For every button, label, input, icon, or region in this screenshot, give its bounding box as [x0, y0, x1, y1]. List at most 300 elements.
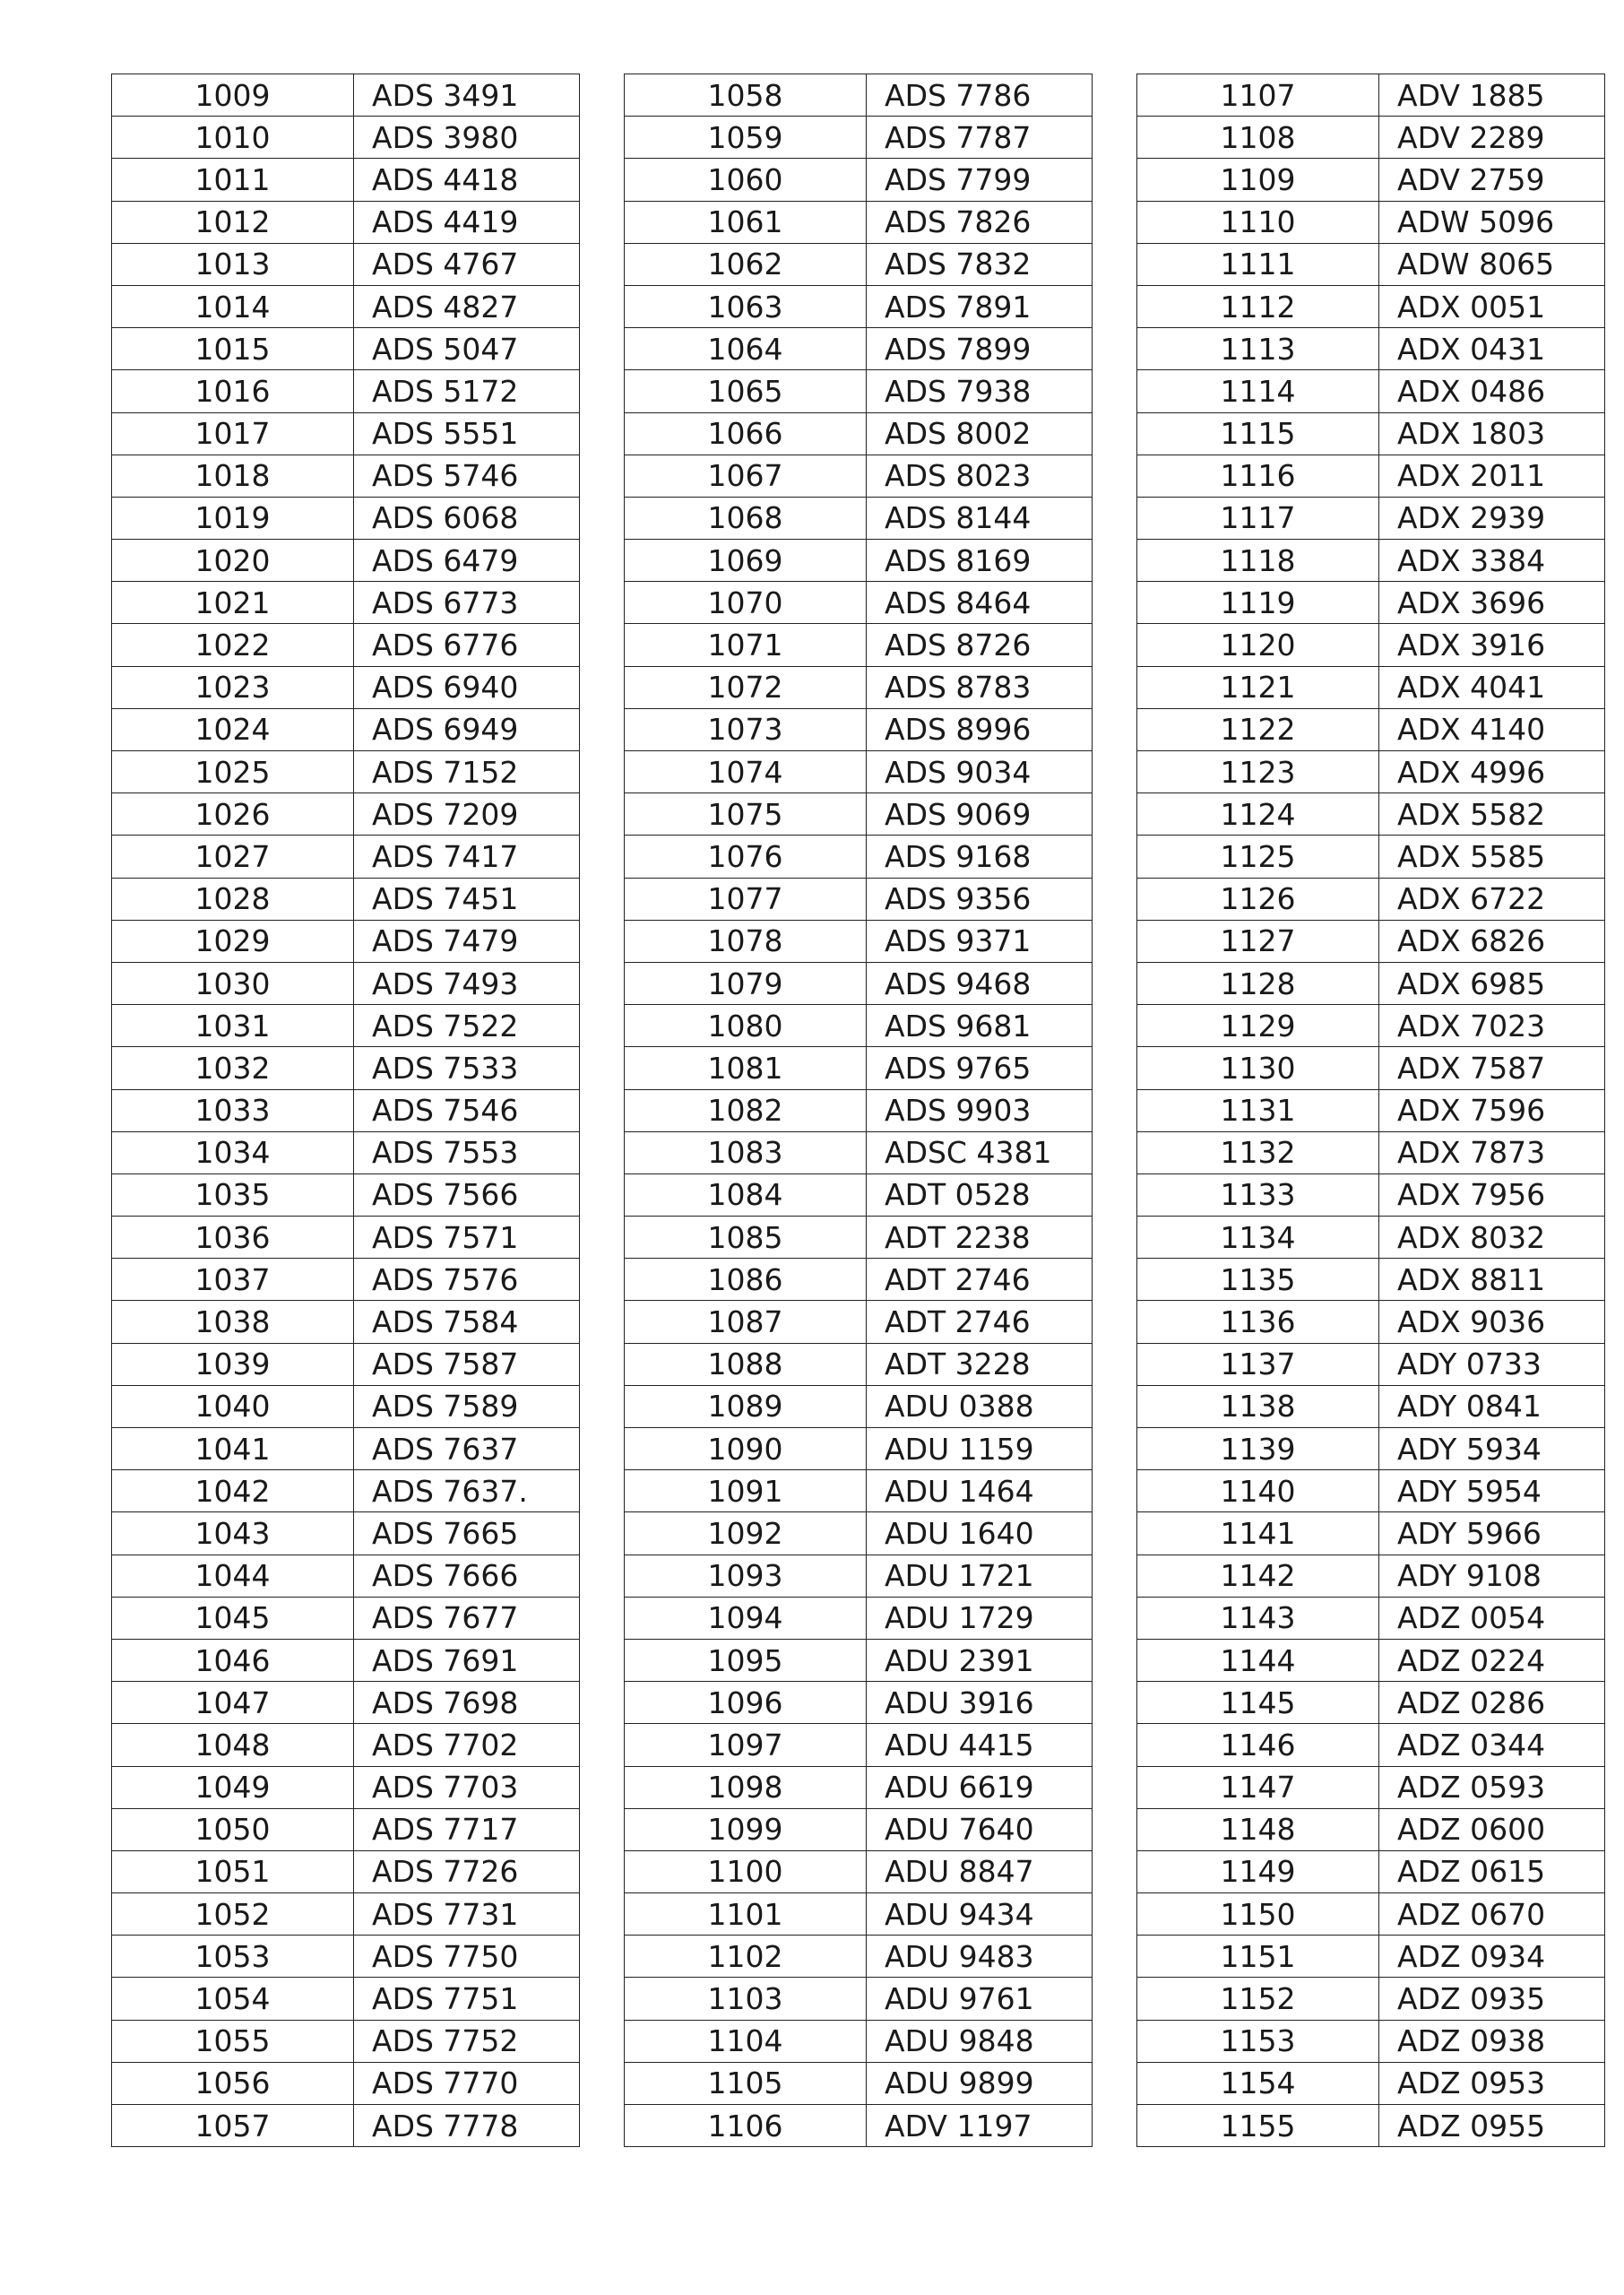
table-row	[112, 624, 580, 666]
table-row	[1137, 1343, 1605, 1385]
table-row	[112, 751, 580, 793]
table-row	[112, 878, 580, 920]
row-number-cell: 1068	[625, 497, 867, 539]
table-row	[112, 1724, 580, 1766]
table-row	[625, 836, 1093, 878]
table-row	[112, 1470, 580, 1512]
row-number-cell: 1099	[625, 1808, 867, 1850]
table-row	[625, 1893, 1093, 1936]
plate-number-cell: ADU 8847	[867, 1850, 1093, 1892]
plate-number-cell: ADX 7956	[1379, 1173, 1605, 1216]
row-number-cell: 1069	[625, 540, 867, 582]
row-number-cell: 1063	[625, 285, 867, 327]
table-row	[112, 328, 580, 370]
plate-number-cell: ADS 7899	[867, 328, 1093, 370]
row-number-cell: 1031	[112, 1005, 354, 1047]
row-number-cell: 1090	[625, 1428, 867, 1470]
plate-number-cell: ADS 7731	[354, 1893, 580, 1936]
plate-number-cell: ADS 5172	[354, 370, 580, 412]
plate-number-cell: ADY 5954	[1379, 1470, 1605, 1512]
plate-number-cell: ADS 8144	[867, 497, 1093, 539]
table-row	[1137, 1597, 1605, 1639]
row-number-cell: 1135	[1137, 1259, 1379, 1301]
table-row	[1137, 201, 1605, 243]
plate-number-cell: ADX 7596	[1379, 1089, 1605, 1131]
row-number-cell: 1025	[112, 751, 354, 793]
table-row	[1137, 2105, 1605, 2147]
table-row	[625, 1555, 1093, 1597]
plate-number-cell: ADX 8811	[1379, 1259, 1605, 1301]
row-number-cell: 1054	[112, 1978, 354, 2020]
row-number-cell: 1062	[625, 243, 867, 285]
table-row	[1137, 74, 1605, 117]
row-number-cell: 1070	[625, 582, 867, 624]
table-row	[625, 540, 1093, 582]
row-number-cell: 1151	[1137, 1936, 1379, 1978]
plate-number-cell: ADY 5934	[1379, 1428, 1605, 1470]
row-number-cell: 1034	[112, 1131, 354, 1173]
table-row	[1137, 1724, 1605, 1766]
table-row	[625, 920, 1093, 962]
plate-number-cell: ADV 1885	[1379, 74, 1605, 117]
plate-number-cell: ADSC 4381	[867, 1131, 1093, 1173]
plate-number-cell: ADS 7566	[354, 1173, 580, 1216]
plate-number-cell: ADS 7665	[354, 1512, 580, 1555]
table-row	[112, 2105, 580, 2147]
table-row	[112, 117, 580, 159]
plate-number-cell: ADS 6068	[354, 497, 580, 539]
row-number-cell: 1123	[1137, 751, 1379, 793]
plate-number-cell: ADS 7584	[354, 1301, 580, 1343]
row-number-cell: 1126	[1137, 878, 1379, 920]
plate-number-cell: ADX 7023	[1379, 1005, 1605, 1047]
plate-number-cell: ADU 1159	[867, 1428, 1093, 1470]
row-number-cell: 1098	[625, 1766, 867, 1808]
row-number-cell: 1086	[625, 1259, 867, 1301]
table-row	[625, 962, 1093, 1004]
table-row	[625, 751, 1093, 793]
table-row	[1137, 1259, 1605, 1301]
plate-number-cell: ADS 9468	[867, 962, 1093, 1004]
plate-number-cell: ADS 7546	[354, 1089, 580, 1131]
table-row	[112, 1173, 580, 1216]
plate-number-cell: ADS 3491	[354, 74, 580, 117]
table-row	[112, 1808, 580, 1850]
table-row	[625, 878, 1093, 920]
table-row	[625, 328, 1093, 370]
table-row	[1137, 1555, 1605, 1597]
plate-number-cell: ADS 7576	[354, 1259, 580, 1301]
row-number-cell: 1013	[112, 243, 354, 285]
row-number-cell: 1058	[625, 74, 867, 117]
row-number-cell: 1148	[1137, 1808, 1379, 1850]
row-number-cell: 1145	[1137, 1682, 1379, 1724]
plate-number-cell: ADX 0051	[1379, 285, 1605, 327]
table-row	[1137, 159, 1605, 201]
table-row	[112, 1639, 580, 1681]
plate-number-cell: ADS 6773	[354, 582, 580, 624]
plate-number-cell: ADZ 0224	[1379, 1639, 1605, 1681]
table-row	[1137, 1173, 1605, 1216]
row-number-cell: 1152	[1137, 1978, 1379, 2020]
plate-number-cell: ADZ 0593	[1379, 1766, 1605, 1808]
row-number-cell: 1111	[1137, 243, 1379, 285]
plate-number-cell: ADZ 0344	[1379, 1724, 1605, 1766]
plate-number-cell: ADX 3696	[1379, 582, 1605, 624]
table-row	[1137, 1047, 1605, 1089]
table-row	[625, 2105, 1093, 2147]
table-row	[1137, 2020, 1605, 2062]
plate-number-cell: ADX 7587	[1379, 1047, 1605, 1089]
table-row	[625, 1597, 1093, 1639]
row-number-cell: 1044	[112, 1555, 354, 1597]
plate-table-3	[1136, 74, 1605, 2147]
plate-number-cell: ADS 7493	[354, 962, 580, 1004]
plate-table-body	[1137, 74, 1605, 2147]
row-number-cell: 1093	[625, 1555, 867, 1597]
row-number-cell: 1009	[112, 74, 354, 117]
plate-number-cell: ADS 7786	[867, 74, 1093, 117]
plate-number-cell: ADU 3916	[867, 1682, 1093, 1724]
plate-number-cell: ADZ 0955	[1379, 2105, 1605, 2147]
row-number-cell: 1144	[1137, 1639, 1379, 1681]
plate-number-cell: ADX 2011	[1379, 455, 1605, 497]
plate-number-cell: ADX 5582	[1379, 793, 1605, 836]
plate-number-cell: ADX 0431	[1379, 328, 1605, 370]
table-row	[112, 582, 580, 624]
plate-table-2	[624, 74, 1093, 2147]
row-number-cell: 1142	[1137, 1555, 1379, 1597]
table-row	[112, 1512, 580, 1555]
table-row	[1137, 412, 1605, 455]
table-row	[625, 1131, 1093, 1173]
table-row	[1137, 582, 1605, 624]
row-number-cell: 1080	[625, 1005, 867, 1047]
table-row	[1137, 1850, 1605, 1892]
row-number-cell: 1140	[1137, 1470, 1379, 1512]
table-row	[112, 1131, 580, 1173]
row-number-cell: 1029	[112, 920, 354, 962]
row-number-cell: 1136	[1137, 1301, 1379, 1343]
plate-number-cell: ADS 4827	[354, 285, 580, 327]
row-number-cell: 1121	[1137, 666, 1379, 708]
row-number-cell: 1041	[112, 1428, 354, 1470]
row-number-cell: 1065	[625, 370, 867, 412]
plate-number-cell: ADX 7873	[1379, 1131, 1605, 1173]
plate-number-cell: ADZ 0600	[1379, 1808, 1605, 1850]
plate-number-cell: ADS 7666	[354, 1555, 580, 1597]
row-number-cell: 1075	[625, 793, 867, 836]
row-number-cell: 1032	[112, 1047, 354, 1089]
plate-number-cell: ADS 7691	[354, 1639, 580, 1681]
table-row	[625, 74, 1093, 117]
plate-number-cell: ADS 7787	[867, 117, 1093, 159]
table-row	[1137, 540, 1605, 582]
row-number-cell: 1033	[112, 1089, 354, 1131]
row-number-cell: 1020	[112, 540, 354, 582]
table-row	[112, 74, 580, 117]
row-number-cell: 1153	[1137, 2020, 1379, 2062]
table-row	[1137, 751, 1605, 793]
row-number-cell: 1116	[1137, 455, 1379, 497]
plate-number-cell: ADS 9168	[867, 836, 1093, 878]
row-number-cell: 1027	[112, 836, 354, 878]
row-number-cell: 1130	[1137, 1047, 1379, 1089]
row-number-cell: 1114	[1137, 370, 1379, 412]
table-row	[1137, 1808, 1605, 1850]
plate-number-cell: ADX 8032	[1379, 1217, 1605, 1259]
table-row	[1137, 455, 1605, 497]
table-row	[112, 708, 580, 750]
table-row	[1137, 285, 1605, 327]
table-row	[625, 2062, 1093, 2104]
table-row	[112, 1428, 580, 1470]
row-number-cell: 1101	[625, 1893, 867, 1936]
plate-number-cell: ADS 7589	[354, 1385, 580, 1427]
plate-table-body	[112, 74, 580, 2147]
table-row	[625, 793, 1093, 836]
table-row	[112, 836, 580, 878]
row-number-cell: 1083	[625, 1131, 867, 1173]
plate-number-cell: ADV 2759	[1379, 159, 1605, 201]
plate-number-cell: ADS 6479	[354, 540, 580, 582]
row-number-cell: 1071	[625, 624, 867, 666]
row-number-cell: 1120	[1137, 624, 1379, 666]
row-number-cell: 1028	[112, 878, 354, 920]
table-row	[1137, 1217, 1605, 1259]
plate-number-cell: ADS 7799	[867, 159, 1093, 201]
plate-number-cell: ADU 9848	[867, 2020, 1093, 2062]
table-row	[1137, 370, 1605, 412]
table-row	[1137, 1089, 1605, 1131]
plate-number-cell: ADS 7417	[354, 836, 580, 878]
plate-number-cell: ADU 2391	[867, 1639, 1093, 1681]
table-row	[1137, 920, 1605, 962]
row-number-cell: 1074	[625, 751, 867, 793]
table-row	[1137, 243, 1605, 285]
table-row	[625, 370, 1093, 412]
row-number-cell: 1055	[112, 2020, 354, 2062]
row-number-cell: 1125	[1137, 836, 1379, 878]
row-number-cell: 1049	[112, 1766, 354, 1808]
plate-number-cell: ADZ 0935	[1379, 1978, 1605, 2020]
row-number-cell: 1061	[625, 201, 867, 243]
table-row	[1137, 1766, 1605, 1808]
row-number-cell: 1079	[625, 962, 867, 1004]
plate-number-cell: ADX 3916	[1379, 624, 1605, 666]
plate-number-cell: ADS 9034	[867, 751, 1093, 793]
plate-number-cell: ADS 5746	[354, 455, 580, 497]
table-row	[625, 1639, 1093, 1681]
table-row	[1137, 1978, 1605, 2020]
row-number-cell: 1060	[625, 159, 867, 201]
row-number-cell: 1087	[625, 1301, 867, 1343]
plate-table-1	[111, 74, 580, 2147]
plate-number-cell: ADS 7726	[354, 1850, 580, 1892]
row-number-cell: 1137	[1137, 1343, 1379, 1385]
table-row	[112, 412, 580, 455]
plate-number-cell: ADS 7750	[354, 1936, 580, 1978]
row-number-cell: 1118	[1137, 540, 1379, 582]
row-number-cell: 1042	[112, 1470, 354, 1512]
plate-number-cell: ADZ 0938	[1379, 2020, 1605, 2062]
row-number-cell: 1155	[1137, 2105, 1379, 2147]
plate-number-cell: ADX 2939	[1379, 497, 1605, 539]
plate-number-cell: ADS 7832	[867, 243, 1093, 285]
plate-number-cell: ADS 8169	[867, 540, 1093, 582]
row-number-cell: 1113	[1137, 328, 1379, 370]
plate-number-cell: ADT 2746	[867, 1301, 1093, 1343]
plate-number-cell: ADX 0486	[1379, 370, 1605, 412]
row-number-cell: 1124	[1137, 793, 1379, 836]
plate-number-cell: ADX 6985	[1379, 962, 1605, 1004]
row-number-cell: 1150	[1137, 1893, 1379, 1936]
row-number-cell: 1073	[625, 708, 867, 750]
table-row	[1137, 1470, 1605, 1512]
row-number-cell: 1088	[625, 1343, 867, 1385]
table-row	[112, 455, 580, 497]
row-number-cell: 1077	[625, 878, 867, 920]
plate-number-cell: ADS 7637.	[354, 1470, 580, 1512]
row-number-cell: 1100	[625, 1850, 867, 1892]
table-row	[112, 1766, 580, 1808]
plate-number-cell: ADW 8065	[1379, 243, 1605, 285]
table-row	[112, 1005, 580, 1047]
row-number-cell: 1011	[112, 159, 354, 201]
plate-number-cell: ADS 7522	[354, 1005, 580, 1047]
plate-number-cell: ADS 4419	[354, 201, 580, 243]
plate-number-cell: ADS 9069	[867, 793, 1093, 836]
plate-number-cell: ADS 7770	[354, 2062, 580, 2104]
row-number-cell: 1107	[1137, 74, 1379, 117]
table-row	[625, 1978, 1093, 2020]
plate-number-cell: ADS 7702	[354, 1724, 580, 1766]
plate-number-cell: ADS 7938	[867, 370, 1093, 412]
row-number-cell: 1019	[112, 497, 354, 539]
plate-number-cell: ADU 7640	[867, 1808, 1093, 1850]
table-row	[112, 201, 580, 243]
plate-number-cell: ADT 0528	[867, 1173, 1093, 1216]
row-number-cell: 1026	[112, 793, 354, 836]
plate-number-cell: ADX 9036	[1379, 1301, 1605, 1343]
plate-number-cell: ADS 8464	[867, 582, 1093, 624]
plate-number-cell: ADX 4996	[1379, 751, 1605, 793]
plate-number-cell: ADX 4140	[1379, 708, 1605, 750]
table-row	[1137, 497, 1605, 539]
plate-number-cell: ADS 9903	[867, 1089, 1093, 1131]
plate-number-cell: ADS 8023	[867, 455, 1093, 497]
row-number-cell: 1010	[112, 117, 354, 159]
table-row	[625, 1301, 1093, 1343]
row-number-cell: 1106	[625, 2105, 867, 2147]
table-row	[625, 582, 1093, 624]
plate-number-cell: ADU 1464	[867, 1470, 1093, 1512]
table-row	[625, 1173, 1093, 1216]
plate-table-body	[625, 74, 1093, 2147]
table-row	[1137, 328, 1605, 370]
row-number-cell: 1119	[1137, 582, 1379, 624]
row-number-cell: 1091	[625, 1470, 867, 1512]
row-number-cell: 1067	[625, 455, 867, 497]
table-row	[112, 920, 580, 962]
table-row	[625, 1512, 1093, 1555]
plate-number-cell: ADS 7451	[354, 878, 580, 920]
row-number-cell: 1017	[112, 412, 354, 455]
row-number-cell: 1081	[625, 1047, 867, 1089]
plate-number-cell: ADS 5551	[354, 412, 580, 455]
table-row	[112, 2020, 580, 2062]
table-row	[625, 1808, 1093, 1850]
table-row	[112, 1343, 580, 1385]
table-row	[112, 497, 580, 539]
row-number-cell: 1043	[112, 1512, 354, 1555]
plate-number-cell: ADV 1197	[867, 2105, 1093, 2147]
plate-number-cell: ADS 7751	[354, 1978, 580, 2020]
table-row	[625, 1259, 1093, 1301]
plate-number-cell: ADZ 0670	[1379, 1893, 1605, 1936]
plate-number-cell: ADS 7553	[354, 1131, 580, 1173]
table-row	[112, 1089, 580, 1131]
row-number-cell: 1102	[625, 1936, 867, 1978]
row-number-cell: 1051	[112, 1850, 354, 1892]
row-number-cell: 1112	[1137, 285, 1379, 327]
row-number-cell: 1072	[625, 666, 867, 708]
table-row	[625, 1470, 1093, 1512]
table-row	[1137, 793, 1605, 836]
plate-number-cell: ADS 7826	[867, 201, 1093, 243]
table-row	[112, 285, 580, 327]
table-row	[112, 1047, 580, 1089]
plate-number-cell: ADS 6949	[354, 708, 580, 750]
plate-number-cell: ADS 8002	[867, 412, 1093, 455]
plate-number-cell: ADX 3384	[1379, 540, 1605, 582]
row-number-cell: 1016	[112, 370, 354, 412]
table-row	[112, 962, 580, 1004]
row-number-cell: 1149	[1137, 1850, 1379, 1892]
table-row	[1137, 2062, 1605, 2104]
plate-number-cell: ADZ 0953	[1379, 2062, 1605, 2104]
row-number-cell: 1092	[625, 1512, 867, 1555]
plate-number-cell: ADS 9765	[867, 1047, 1093, 1089]
row-number-cell: 1036	[112, 1217, 354, 1259]
row-number-cell: 1064	[625, 328, 867, 370]
plate-number-cell: ADU 1729	[867, 1597, 1093, 1639]
row-number-cell: 1045	[112, 1597, 354, 1639]
table-row	[625, 1089, 1093, 1131]
row-number-cell: 1094	[625, 1597, 867, 1639]
table-row	[112, 1217, 580, 1259]
row-number-cell: 1134	[1137, 1217, 1379, 1259]
row-number-cell: 1105	[625, 2062, 867, 2104]
row-number-cell: 1059	[625, 117, 867, 159]
row-number-cell: 1047	[112, 1682, 354, 1724]
row-number-cell: 1133	[1137, 1173, 1379, 1216]
row-number-cell: 1050	[112, 1808, 354, 1850]
table-row	[1137, 962, 1605, 1004]
table-row	[112, 2062, 580, 2104]
plate-number-cell: ADS 5047	[354, 328, 580, 370]
row-number-cell: 1082	[625, 1089, 867, 1131]
plate-number-cell: ADS 7533	[354, 1047, 580, 1089]
plate-number-cell: ADY 0733	[1379, 1343, 1605, 1385]
table-row	[1137, 836, 1605, 878]
table-row	[625, 708, 1093, 750]
table-row	[625, 1217, 1093, 1259]
plate-number-cell: ADT 3228	[867, 1343, 1093, 1385]
plate-number-cell: ADS 7479	[354, 920, 580, 962]
plate-number-cell: ADZ 0286	[1379, 1682, 1605, 1724]
table-row	[112, 243, 580, 285]
